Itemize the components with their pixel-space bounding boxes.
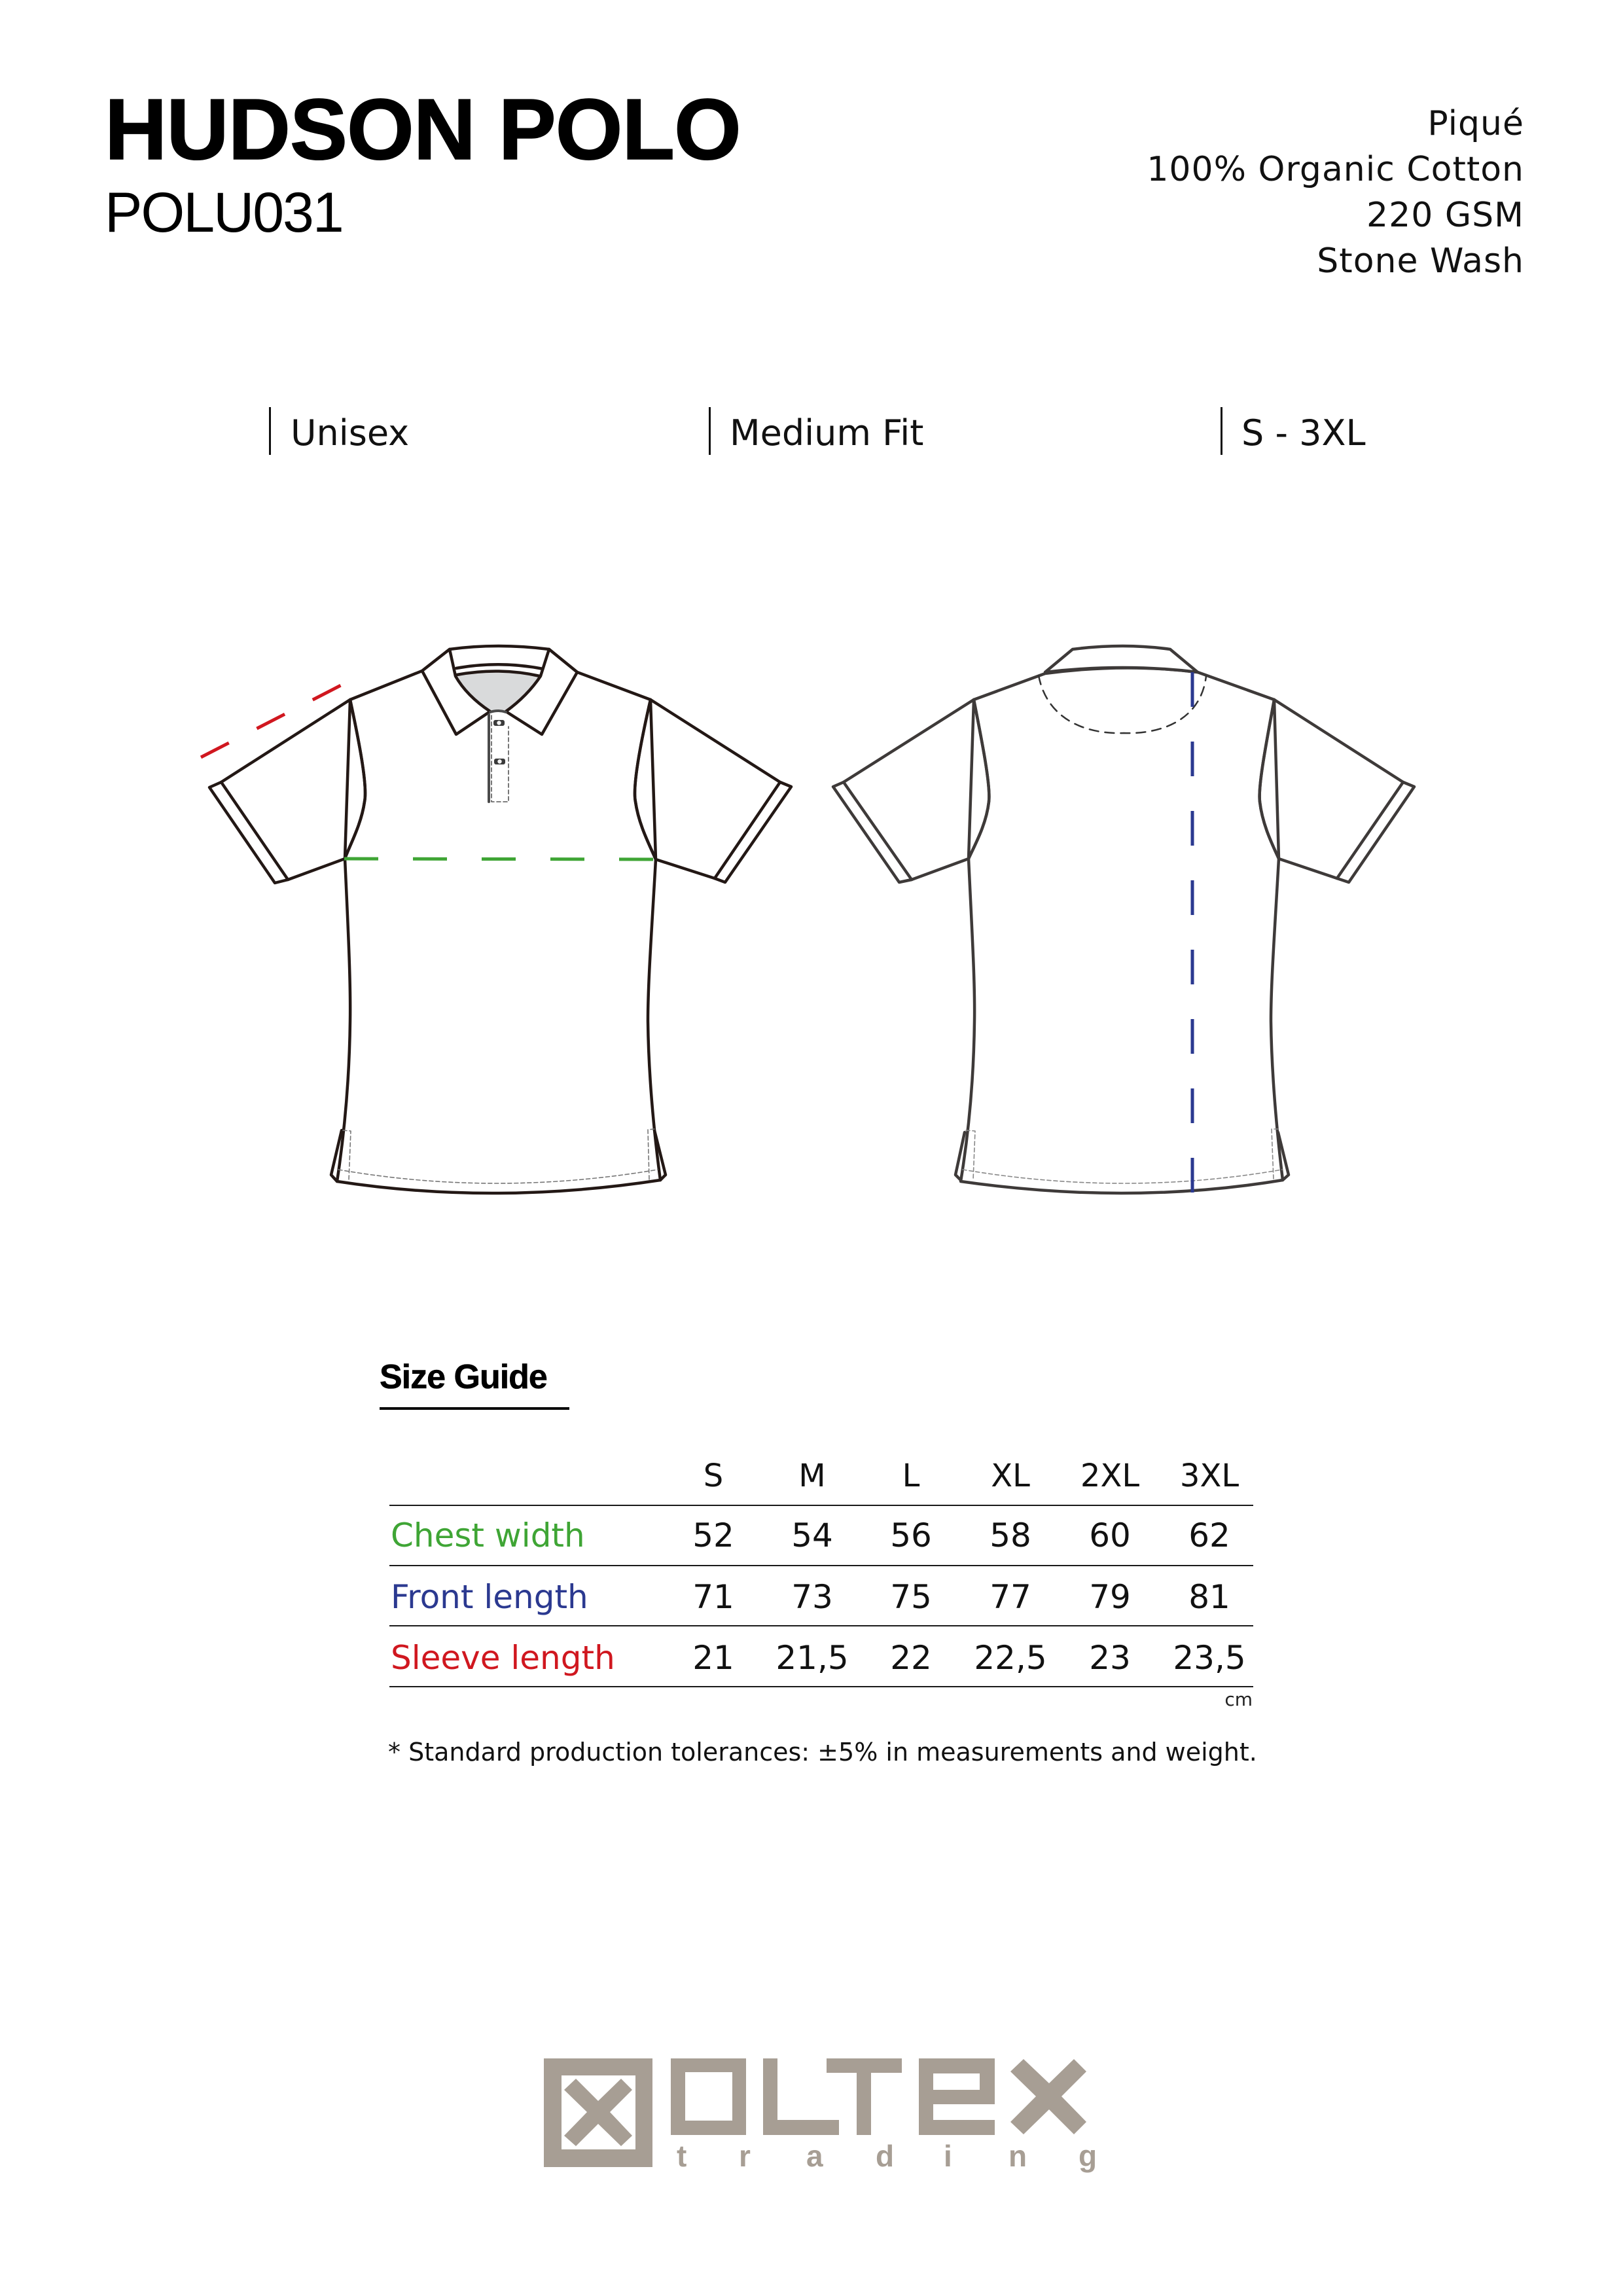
table-cell: 62 [1188,1516,1230,1554]
product-title: HUDSON POLO [105,81,741,177]
table-cell: 77 [990,1578,1031,1616]
logo-box-x-icon [564,2079,632,2146]
column-header: L [902,1458,920,1494]
size-guide-title: Size Guide [380,1358,547,1396]
table-cell: 23 [1089,1639,1131,1677]
table-divider [389,1625,1253,1626]
placket-top [490,711,506,712]
logo-letter-e [919,2058,995,2135]
button-icon [493,720,505,726]
tagline-letter: g [1079,2139,1097,2173]
table-cell: 23,5 [1173,1639,1246,1677]
column-header: 3XL [1179,1458,1240,1494]
back-view-illustration [833,646,1414,1193]
table-cell: 22,5 [974,1639,1047,1677]
table-cell: 81 [1188,1578,1230,1616]
feature-size-range: S - 3XL [1241,412,1366,454]
table-cell: 21,5 [776,1639,849,1677]
spec-composition: 100% Organic Cotton [1147,150,1524,189]
button-icon [494,759,505,764]
logo-letter-x [1010,2059,1086,2134]
table-divider [389,1505,1253,1506]
tagline-letter: r [739,2139,751,2173]
front-view-illustration [209,646,791,1193]
table-cell: 58 [990,1516,1031,1554]
product-code: POLU031 [105,181,343,244]
table-cell: 79 [1089,1578,1131,1616]
tagline-letter: t [677,2139,687,2173]
table-cell: 54 [791,1516,833,1554]
table-cell: 22 [890,1639,932,1677]
table-cell: 56 [890,1516,932,1554]
row-label-chest-width: Chest width [391,1516,585,1554]
spec-finish: Stone Wash [1317,242,1524,281]
feature-gender: Unisex [291,412,410,454]
row-label-front-length: Front length [391,1578,588,1616]
tagline-letter: d [876,2139,895,2173]
feature-fit: Medium Fit [730,412,924,454]
right-sleeve [651,700,791,882]
table-cell: 52 [692,1516,734,1554]
spec-fabric: Piqué [1427,104,1524,143]
size-guide-title-underline [380,1407,569,1410]
tagline-letter: i [944,2139,952,2173]
tolerance-footnote: * Standard production tolerances: ±5% in measurements and weight. [388,1738,1257,1767]
tagline-letter: a [806,2139,823,2173]
logo-tagline [677,2139,1097,2173]
table-divider [389,1686,1253,1687]
table-divider [389,1565,1253,1566]
row-label-sleeve-length: Sleeve length [391,1639,615,1677]
back-body [961,668,1283,1193]
logo-letter-o [671,2058,746,2135]
column-header: XL [991,1458,1030,1494]
brand-logo [544,2058,1097,2173]
table-cell: 75 [890,1578,932,1616]
table-cell: 73 [791,1578,833,1616]
left-sleeve [833,700,974,882]
right-sleeve [1274,700,1414,882]
column-header: S [703,1458,724,1494]
unit-label: cm [1224,1689,1253,1710]
back-collar [1045,646,1198,672]
column-header: 2XL [1080,1458,1140,1494]
tagline-letter: n [1008,2139,1027,2173]
front-body [337,646,660,1193]
column-header: M [798,1458,826,1494]
spec-weight: 220 GSM [1366,196,1524,235]
table-cell: 71 [692,1578,734,1616]
table-cell: 21 [692,1639,734,1677]
table-cell: 60 [1089,1516,1131,1554]
left-sleeve [209,700,350,883]
